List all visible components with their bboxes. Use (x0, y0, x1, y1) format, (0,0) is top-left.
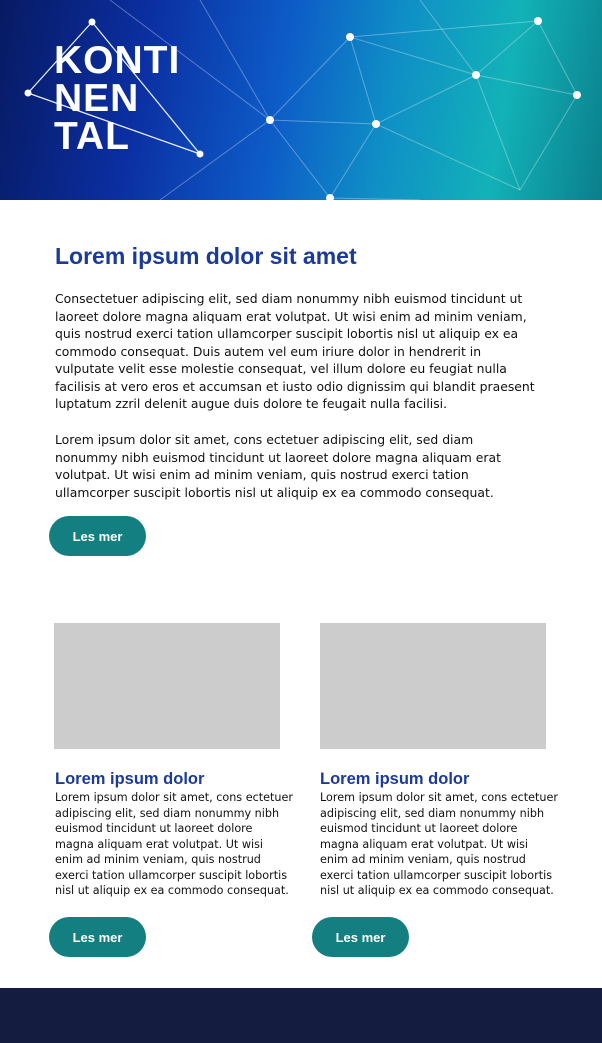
article-paragraph-1: Consectetuer adipiscing elit, sed diam nonummy nibh euismod tincidunt ut laoreet dolore magna aliquam erat volutpat. Ut wisi enim ad minim veniam, quis nostrud exerci tation ullamcorper suscipit lobortis nisl ut aliquip ex ea commodo consequat. Duis autem vel eum iriure dolor in hendrerit in vulputate velit esse molestie consequat, vel illum dolore eu feugiat nulla facilisis at vero eros et accumsan et iusto odio dignissim qui blandit praesent luptatum zzril delenit augue duis dolore te feugait nulla facilisi. (55, 291, 535, 411)
card-2-text: Lorem ipsum dolor sit amet, cons ectetuer adipiscing elit, sed diam nonummy nibh euismod tincidunt ut laoreet dolore magna aliquam erat volutpat. Ut wisi enim ad minim veniam, quis nostrud exerci tation ullamcorper suscipit lobortis nisl ut aliquip ex ea commodo consequat. (320, 791, 558, 897)
card-2-read-more-button[interactable]: Les mer (312, 917, 409, 957)
footer-bar (0, 988, 602, 1043)
brand-logo (54, 39, 224, 158)
logo-line-1: KONTI (54, 39, 181, 82)
header-banner (0, 0, 602, 200)
article-title: Lorem ipsum dolor sit amet (55, 243, 357, 269)
card-2-image-placeholder (320, 623, 546, 749)
card-1-image-placeholder (54, 623, 280, 749)
logo-line-3: TAL (54, 115, 130, 158)
article-paragraph-2: Lorem ipsum dolor sit amet, cons ectetuer adipiscing elit, sed diam nonummy nibh euismod tincidunt ut laoreet dolore magna aliquam erat volutpat. Ut wisi enim ad minim veniam, quis nostrud exerci tation ullamcorper suscipit lobortis nisl ut aliquip ex ea commodo consequat. (55, 432, 501, 500)
logo-line-2: NEN (54, 77, 140, 120)
card-2-title: Lorem ipsum dolor (320, 770, 470, 788)
read-more-button[interactable]: Les mer (49, 516, 146, 556)
card-1-text: Lorem ipsum dolor sit amet, cons ectetuer adipiscing elit, sed diam nonummy nibh euismod tincidunt ut laoreet dolore magna aliquam erat volutpat. Ut wisi enim ad minim veniam, quis nostrud exerci tation ullamcorper suscipit lobortis nisl ut aliquip ex ea commodo consequat. (55, 791, 293, 897)
card-1-title: Lorem ipsum dolor (55, 770, 205, 788)
card-1-read-more-button[interactable]: Les mer (49, 917, 146, 957)
